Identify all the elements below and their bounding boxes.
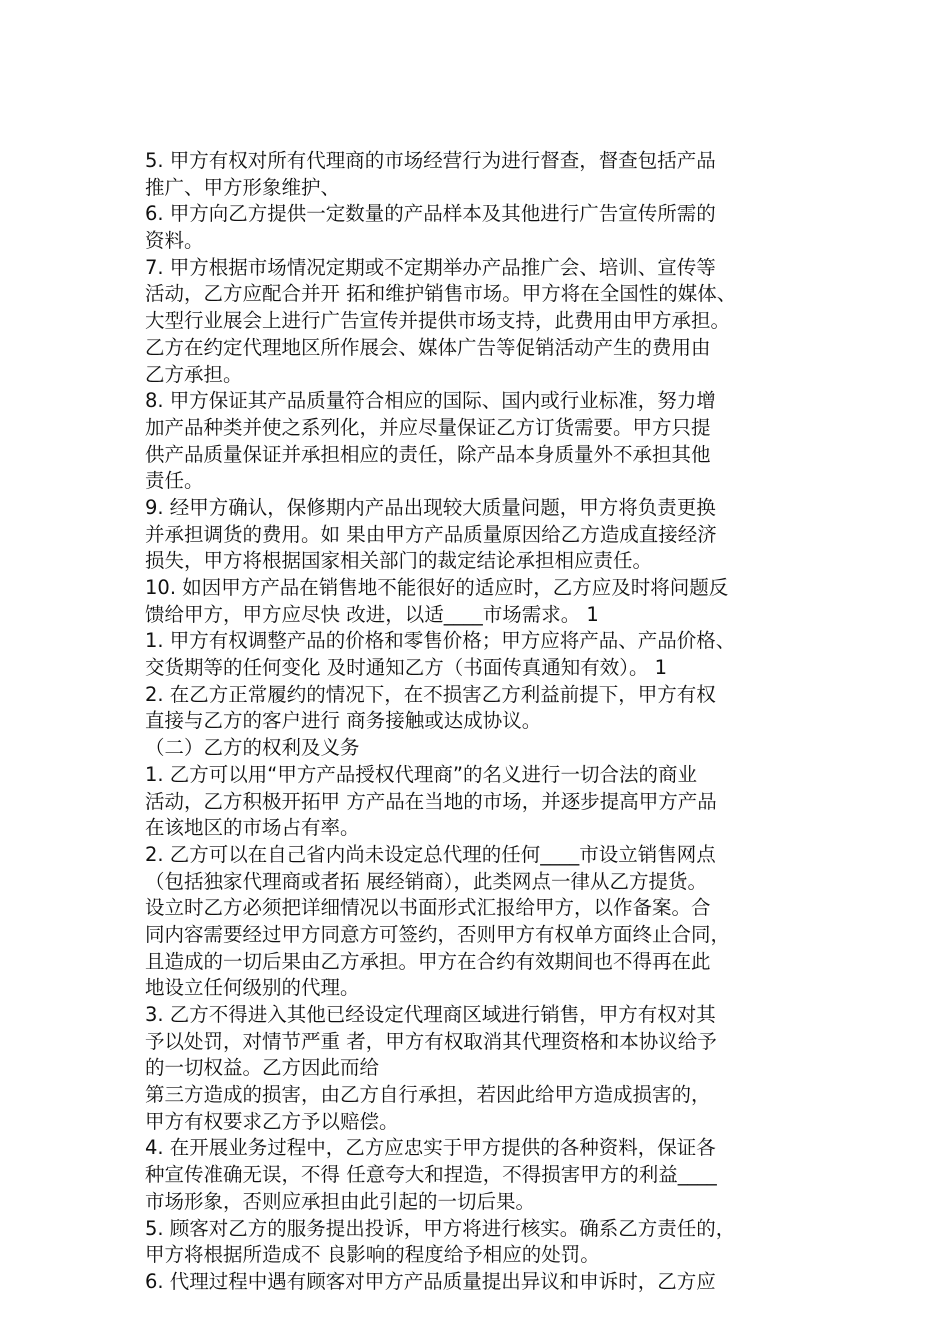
text-line: 活动，乙方应配合并开 拓和维护销售市场。甲方将在全国性的媒体、 <box>145 282 737 306</box>
text-line: 损失，甲方将根据国家相关部门的裁定结论承担相应责任。 <box>145 549 653 573</box>
text-line: 6. 甲方向乙方提供一定数量的产品样本及其他进行广告宣传所需的 <box>145 202 716 226</box>
text-line: 活动，乙方积极开拓甲 方产品在当地的市场，并逐步提高甲方产品 <box>145 789 717 813</box>
text-line: 甲方有权要求乙方予以赔偿。 <box>145 1109 399 1133</box>
text-line: 第三方造成的损害，由乙方自行承担，若因此给甲方造成损害的， <box>145 1083 711 1107</box>
text-line: 乙方承担。 <box>145 362 243 386</box>
text-line: 设立时乙方必须把详细情况以书面形式汇报给甲方，以作备案。合 <box>145 896 711 920</box>
text-line: 6. 代理过程中遇有顾客对甲方产品质量提出异议和申诉时，乙方应 <box>145 1269 716 1293</box>
text-line: 在该地区的市场占有率。 <box>145 816 360 840</box>
text-line: 10. 如因甲方产品在销售地不能很好的适应时，乙方应及时将问题反 <box>145 576 729 599</box>
section-heading: （二）乙方的权利及义务 <box>145 736 360 760</box>
text-line: 乙方在约定代理地区所作展会、媒体广告等促销活动产生的费用由 <box>145 335 711 359</box>
text-line: 甲方将根据所造成不 良影响的程度给予相应的处罚。 <box>145 1243 600 1267</box>
text-line: 并承担调货的费用。如 果由甲方产品质量原因给乙方造成直接经济 <box>145 522 717 546</box>
text-line: 1. 乙方可以用“甲方产品授权代理商”的名义进行一切合法的商业 <box>145 762 698 786</box>
text-line: 市场形象，否则应承担由此引起的一切后果。 <box>145 1189 536 1213</box>
text-line: 交货期等的任何变化 及时通知乙方（书面传真通知有效）。 1 <box>145 656 668 680</box>
text-line: 4. 在开展业务过程中，乙方应忠实于甲方提供的各种资料，保证各 <box>145 1136 716 1160</box>
text-line: 9. 经甲方确认，保修期内产品出现较大质量问题，甲方将负责更换 <box>145 495 716 519</box>
text-line: 地设立任何级别的代理。 <box>145 976 360 1000</box>
text-line: 大型行业展会上进行广告宣传并提供市场支持，此费用由甲方承担。 <box>145 309 731 333</box>
text-line: 8. 甲方保证其产品质量符合相应的国际、国内或行业标准，努力增 <box>145 389 716 413</box>
text-line: 供产品质量保证并承担相应的责任，除产品本身质量外不承担其他 <box>145 442 711 466</box>
text-line: 直接与乙方的客户进行 商务接触或达成协议。 <box>145 709 542 733</box>
text-line: 予以处罚，对情节严重 者，甲方有权取消其代理资格和本协议给予 <box>145 1029 717 1053</box>
text-line: 资料。 <box>145 229 204 253</box>
text-line: 2. 在乙方正常履约的情况下，在不损害乙方利益前提下，甲方有权 <box>145 682 716 706</box>
text-line: 种宣传准确无误，不得 任意夸大和捏造，不得损害甲方的利益____ <box>145 1163 717 1187</box>
text-line: 3. 乙方不得进入其他已经设定代理商区域进行销售，甲方有权对其 <box>145 1003 716 1026</box>
text-line: 的一切权益。乙方因此而给 <box>145 1056 380 1080</box>
text-line: 同内容需要经过甲方同意方可签约，否则甲方有权单方面终止合同， <box>145 922 731 946</box>
text-line: 5. 甲方有权对所有代理商的市场经营行为进行督查，督查包括产品 <box>145 149 716 172</box>
text-line: 推广、甲方形象维护、 <box>145 175 341 199</box>
text-line: 5. 顾客对乙方的服务提出投诉，甲方将进行核实。确系乙方责任的， <box>145 1216 736 1240</box>
text-line: 责任。 <box>145 469 204 493</box>
text-line: 且造成的一切后果由乙方承担。甲方在合约有效期间也不得再在此 <box>145 949 711 973</box>
text-line: 加产品种类并使之系列化，并应尽量保证乙方订货需要。甲方只提 <box>145 415 711 439</box>
document-body <box>145 148 810 1296</box>
text-line: （包括独家代理商或者拓 展经销商），此类网点一律从乙方提货。 <box>145 869 707 893</box>
text-line: 1. 甲方有权调整产品的价格和零售价格；甲方应将产品、产品价格、 <box>145 629 736 653</box>
text-line: 馈给甲方，甲方应尽快 改进，以适____市场需求。 1 <box>145 602 599 626</box>
text-line: 7. 甲方根据市场情况定期或不定期举办产品推广会、培训、宣传等 <box>145 255 716 279</box>
text-line: 2. 乙方可以在自己省内尚未设定总代理的任何____市设立销售网点 <box>145 842 716 866</box>
